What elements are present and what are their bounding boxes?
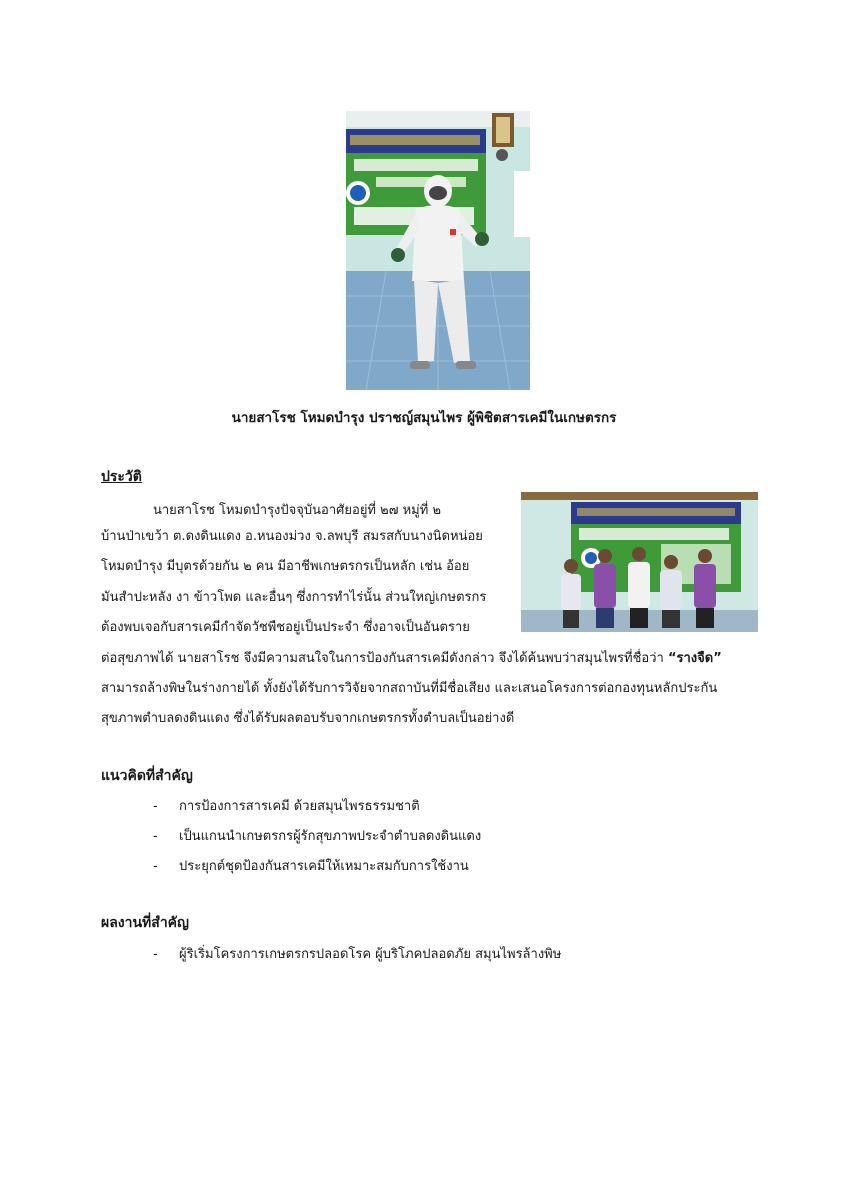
biography-line: ต่อสุขภาพได้ นายสาโรช จึงมีความสนใจในการป้องกันสารเคมีดังกล่าว จึงได้ค้นพบว่าสมุนไพรที่ชื่อว่า: [101, 651, 668, 666]
biography-line-with-highlight: [101, 647, 722, 668]
group-photo: [521, 492, 758, 632]
herb-name-highlight: “รางจืด”: [667, 651, 722, 666]
concept-text: การป้องการสารเคมี ด้วยสมุนไพรธรรมชาติ: [179, 799, 420, 814]
group-photo-illustration: [521, 492, 758, 632]
biography-line: สามารถล้างพิษในร่างกายได้ ทั้งยังได้รับการวิจัยจากสถาบันที่มีชื่อเสียง และเสนอโครงการต่อกองทุนหลักประกัน: [101, 681, 718, 696]
biography-heading: ประวัติ: [101, 469, 142, 485]
achievement-text: ผู้ริเริ่มโครงการเกษตรกรปลอดโรค ผู้บริโภคปลอดภัย สมุนไพรล้างพิษ: [179, 947, 562, 962]
biography-line: สุขภาพตำบลดงดินแดง ซึ่งได้รับผลตอบรับจากเกษตรกรทั้งตำบลเป็นอย่างดี: [101, 711, 515, 726]
protective-suit-photo: [346, 111, 530, 390]
biography-line: โหมดบำรุง มีบุตรด้วยกัน ๒ คน มีอาชีพเกษตรกรเป็นหลัก เช่น อ้อย: [101, 559, 470, 574]
protective-suit-illustration: [346, 111, 530, 390]
achievements-heading: ผลงานที่สำคัญ: [101, 915, 189, 931]
concept-text: ประยุกต์ชุดป้องกันสารเคมีให้เหมาะสมกับการใช้งาน: [179, 859, 469, 874]
biography-line: บ้านป่าเขว้า ต.ดงดินแดง อ.หนองม่วง จ.ลพบุรี สมรสกับนางนิดหน่อย: [101, 529, 483, 544]
bullet-dash: -: [153, 829, 158, 844]
bullet-dash: -: [153, 859, 158, 874]
concept-item: [153, 825, 481, 846]
concept-text: เป็นแกนนำเกษตรกรผู้รักสุขภาพประจำตำบลดงดินแดง: [179, 829, 482, 844]
achievement-item: [153, 943, 561, 964]
bullet-dash: -: [153, 947, 158, 962]
concept-item: [153, 855, 469, 876]
biography-line: มันสำปะหลัง งา ข้าวโพด และอื่นๆ ซึ่งการทำไร่นั้น ส่วนใหญ่เกษตรกร: [101, 590, 487, 605]
concepts-heading: แนวคิดที่สำคัญ: [101, 768, 193, 784]
biography-line: นายสาโรช โหมดบำรุงปัจจุบันอาศัยอยู่ที่ ๒๗ หมู่ที่ ๒: [153, 503, 442, 518]
photo-caption: นายสาโรช โหมดบำรุง ปราชญ์สมุนไพร ผู้พิชิตสารเคมีในเกษตรกร: [231, 410, 617, 426]
biography-line: ต้องพบเจอกับสารเคมีกำจัดวัชพืชอยู่เป็นประจำ ซึ่งอาจเป็นอันตราย: [101, 620, 470, 635]
concept-item: [153, 795, 420, 816]
bullet-dash: -: [153, 799, 158, 814]
